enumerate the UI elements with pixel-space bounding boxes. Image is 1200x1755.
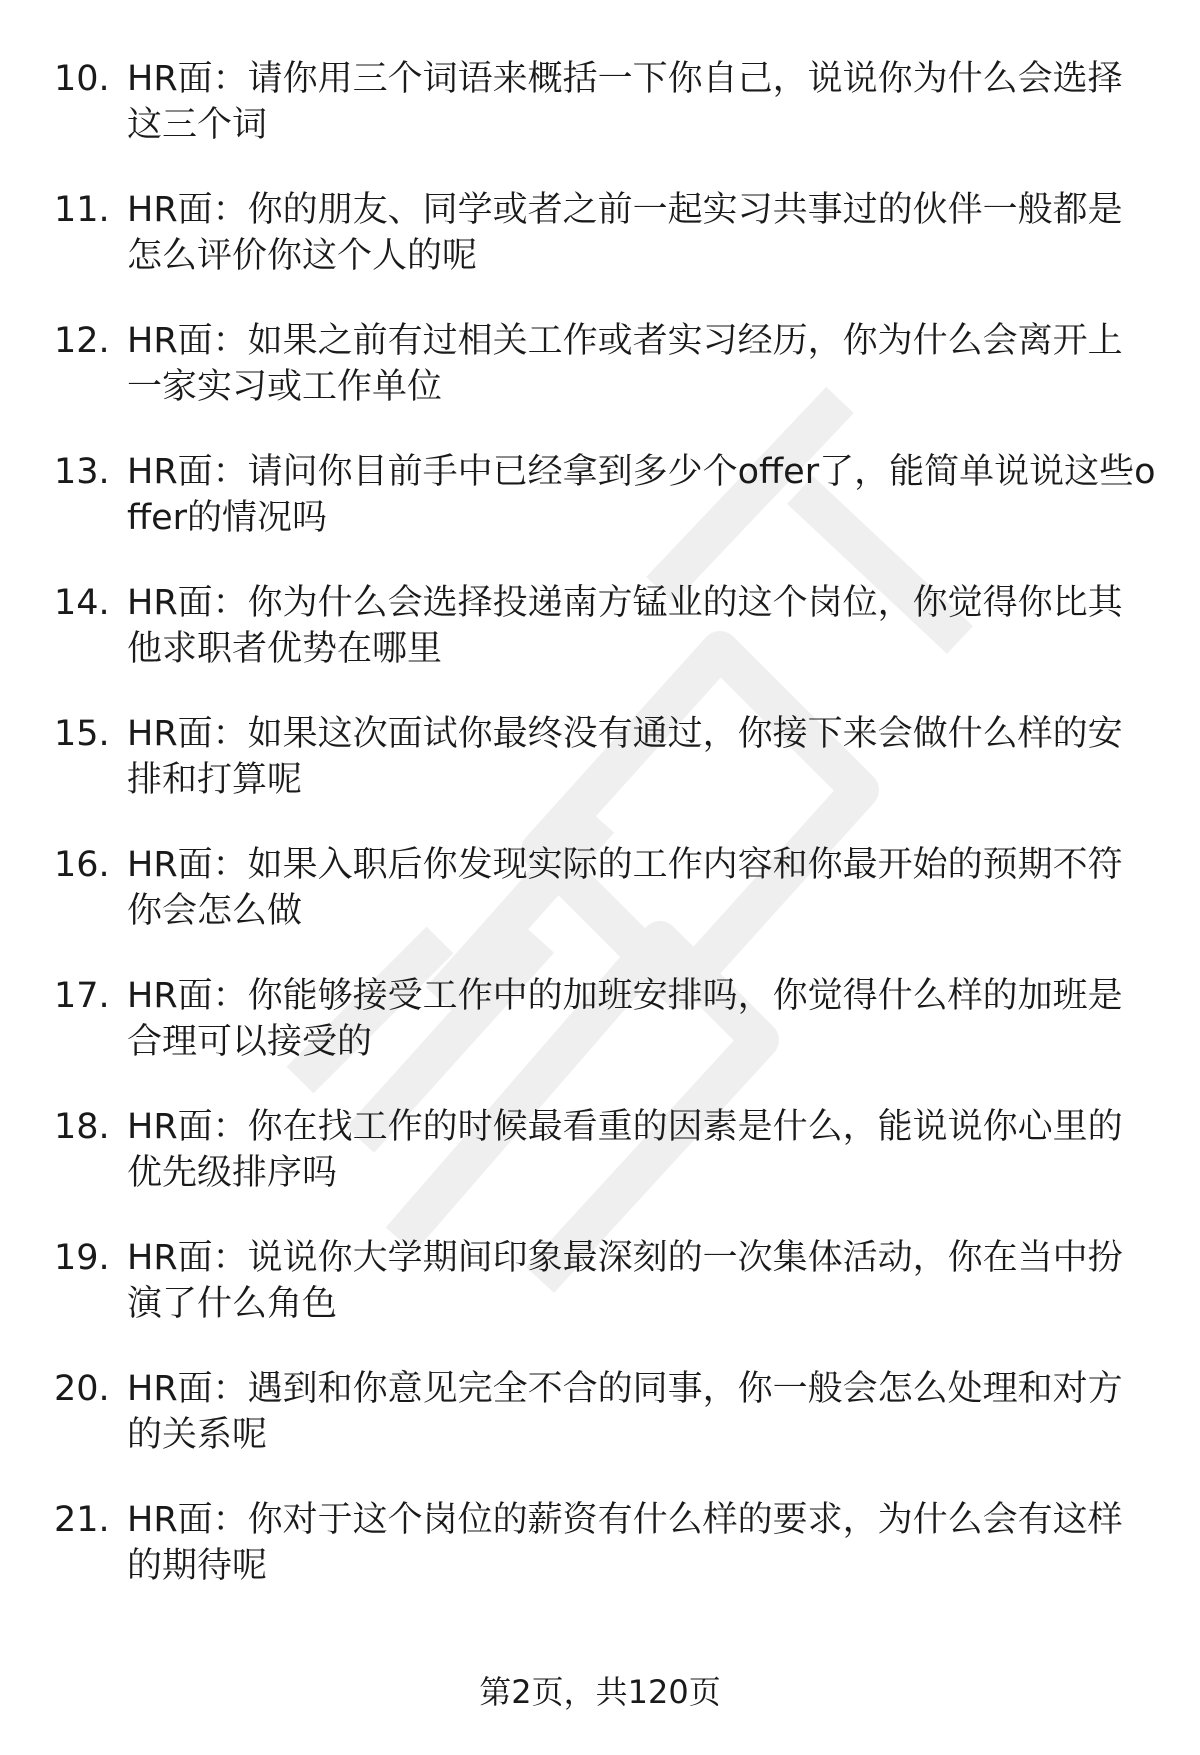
question-item — [0, 842, 1200, 973]
question-item — [0, 580, 1200, 711]
page-number-footer: 第2页，共120页 — [479, 1673, 721, 1711]
question-item — [0, 318, 1200, 449]
question-number: 18. — [54, 1107, 110, 1147]
question-number: 10. — [54, 59, 110, 99]
question-number: 20. — [54, 1369, 110, 1409]
question-item — [0, 1366, 1200, 1497]
question-number: 19. — [54, 1238, 110, 1278]
question-text: HR面：遇到和你意见完全不合的同事，你一般会怎么处理和对方的关系呢 — [127, 1369, 1123, 1455]
question-text: HR面：你在找工作的时候最看重的因素是什么，能说说你心里的优先级排序吗 — [127, 1107, 1123, 1193]
question-item — [0, 1497, 1200, 1628]
question-text: HR面：你为什么会选择投递南方锰业的这个岗位，你觉得你比其他求职者优势在哪里 — [127, 583, 1123, 669]
question-number: 13. — [54, 452, 110, 492]
question-text: HR面：你能够接受工作中的加班安排吗，你觉得什么样的加班是合理可以接受的 — [127, 976, 1123, 1062]
question-item — [0, 56, 1200, 187]
question-text: HR面：请问你目前手中已经拿到多少个offer了，能简单说说这些offer的情况吗 — [127, 452, 1156, 538]
question-number: 15. — [54, 714, 110, 754]
question-item — [0, 1104, 1200, 1235]
question-item — [0, 449, 1200, 580]
question-item — [0, 1235, 1200, 1366]
question-text: HR面：说说你大学期间印象最深刻的一次集体活动，你在当中扮演了什么角色 — [127, 1238, 1123, 1324]
question-number: 12. — [54, 321, 110, 361]
question-number: 17. — [54, 976, 110, 1016]
question-text: HR面：如果入职后你发现实际的工作内容和你最开始的预期不符你会怎么做 — [127, 845, 1123, 931]
question-text: HR面：如果之前有过相关工作或者实习经历，你为什么会离开上一家实习或工作单位 — [127, 321, 1123, 407]
question-number: 16. — [54, 845, 110, 885]
question-number: 21. — [54, 1500, 110, 1540]
question-text: HR面：你对于这个岗位的薪资有什么样的要求，为什么会有这样的期待呢 — [127, 1500, 1123, 1586]
question-item — [0, 187, 1200, 318]
question-item — [0, 711, 1200, 842]
question-list — [0, 56, 1200, 1628]
question-text: HR面：请你用三个词语来概括一下你自己，说说你为什么会选择这三个词 — [127, 59, 1123, 145]
question-text: HR面：你的朋友、同学或者之前一起实习共事过的伙伴一般都是怎么评价你这个人的呢 — [127, 190, 1123, 276]
question-number: 11. — [54, 190, 110, 230]
question-text: HR面：如果这次面试你最终没有通过，你接下来会做什么样的安排和打算呢 — [127, 714, 1123, 800]
question-number: 14. — [54, 583, 110, 623]
question-item — [0, 973, 1200, 1104]
